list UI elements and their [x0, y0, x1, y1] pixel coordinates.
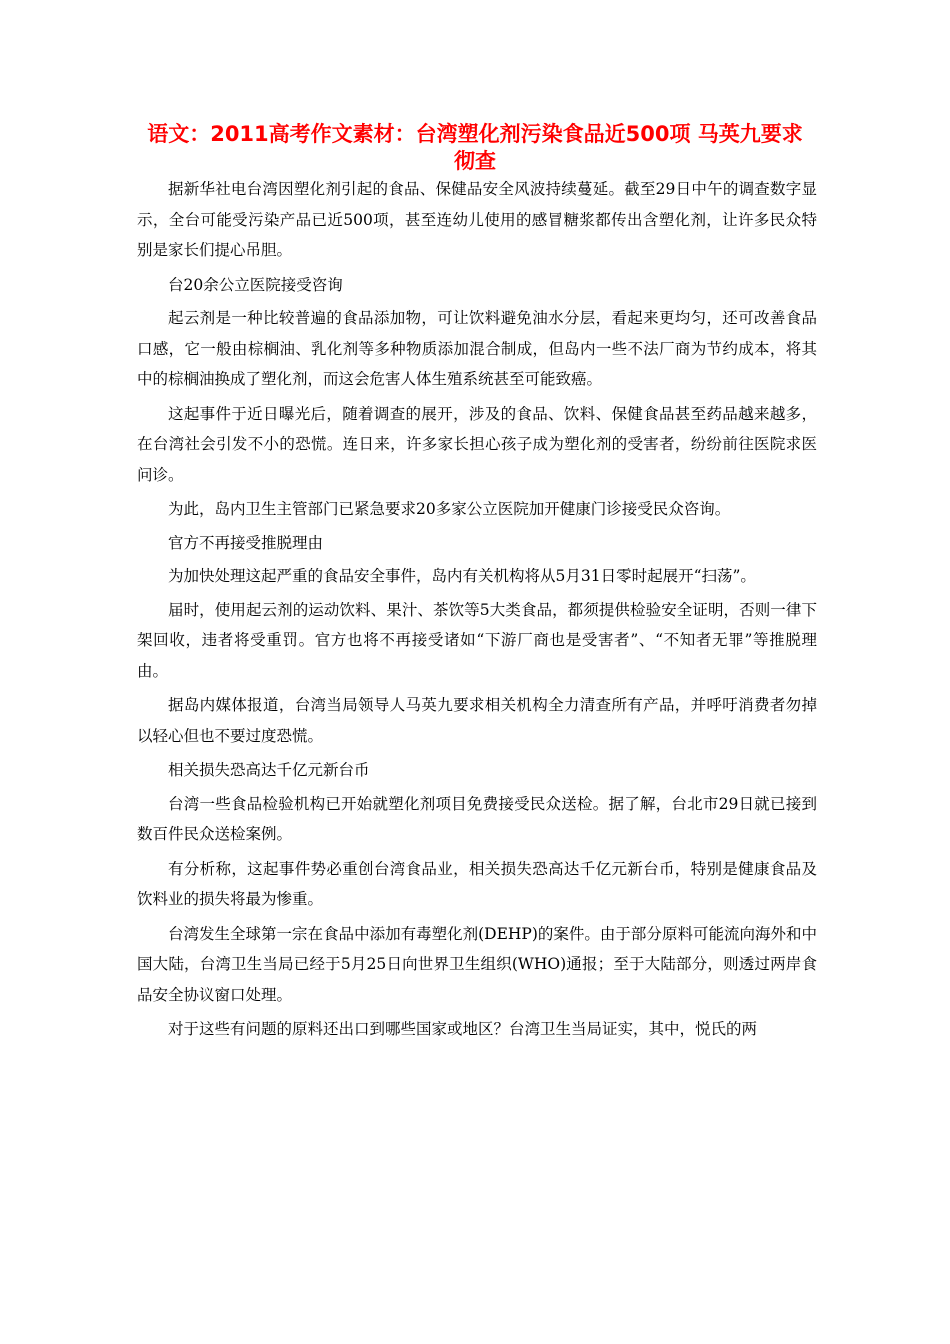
paragraph-intro: 据新华社电台湾因塑化剂引起的食品、保健品安全风波持续蔓延。截至29日中午的调查数字显示，全台可能受污染产品已近500项，甚至连幼儿使用的感冒糖浆都传出含塑化剂，让许多民众特别是家长们提心吊胆。 — [137, 180, 817, 259]
paragraph-clouding-agent: 起云剂是一种比较普遍的食品添加物，可让饮料避免油水分层，看起来更均匀，还可改善食品口感，它一般由棕榈油、乳化剂等多种物质添加混合制成，但岛内一些不法厂商为节约成本，将其中的棕榈油换成了塑化剂，而这会危害人体生殖系统甚至可能致癌。 — [137, 309, 817, 388]
paragraph-who-report: 台湾发生全球第一宗在食品中添加有毒塑化剂(DEHP)的案件。由于部分原料可能流向海外和中国大陆，台湾卫生当局已经于5月25日向世界卫生组织(WHO)通报；至于大陆部分，则透过两岸食品安全协议窗口处理。 — [137, 924, 817, 1004]
article-body — [137, 174, 817, 1049]
subheading-hospitals: 台20余公立医院接受咨询 — [168, 275, 343, 294]
paragraph-sweep: 为加快处理这起严重的食品安全事件，岛内有关机构将从5月31日零时起展开“扫荡”。 — [168, 567, 756, 585]
document-title: 语文：2011高考作文素材：台湾塑化剂污染食品近500项 马英九要求彻查 — [147, 122, 803, 173]
paragraph-panic: 这起事件于近日曝光后，随着调查的展开，涉及的食品、饮料、保健食品甚至药品越来越多，在台湾社会引发不小的恐慌。连日来，许多家长担心孩子成为塑化剂的受害者，纷纷前往医院求医问诊。 — [137, 404, 817, 484]
paragraph-exports: 对于这些有问题的原料还出口到哪些国家或地区？台湾卫生当局证实，其中，悦氏的两 — [168, 1020, 758, 1038]
paragraph-clinics: 为此，岛内卫生主管部门已紧急要求20多家公立医院加开健康门诊接受民众咨询。 — [168, 500, 731, 518]
paragraph-analysis: 有分析称，这起事件势必重创台湾食品业，相关损失恐高达千亿元新台币，特别是健康食品及饮料业的损失将最为惨重。 — [137, 859, 817, 908]
subheading-losses: 相关损失恐高达千亿元新台币 — [168, 761, 370, 779]
paragraph-certification: 届时，使用起云剂的运动饮料、果汁、茶饮等5大类食品，都须提供检验安全证明，否则一律下架回收，违者将受重罚。官方也将不再接受诸如“下游厂商也是受害者”、“不知者无罪”等推脱理由。 — [137, 600, 817, 680]
subheading-no-excuses: 官方不再接受推脱理由 — [168, 533, 324, 552]
paragraph-free-testing: 台湾一些食品检验机构已开始就塑化剂项目免费接受民众送检。据了解，台北市29日就已接到数百件民众送检案例。 — [137, 794, 817, 843]
paragraph-ma-ying-jeou: 据岛内媒体报道，台湾当局领导人马英九要求相关机构全力清查所有产品，并呼吁消费者勿掉以轻心但也不要过度恐慌。 — [137, 696, 817, 745]
